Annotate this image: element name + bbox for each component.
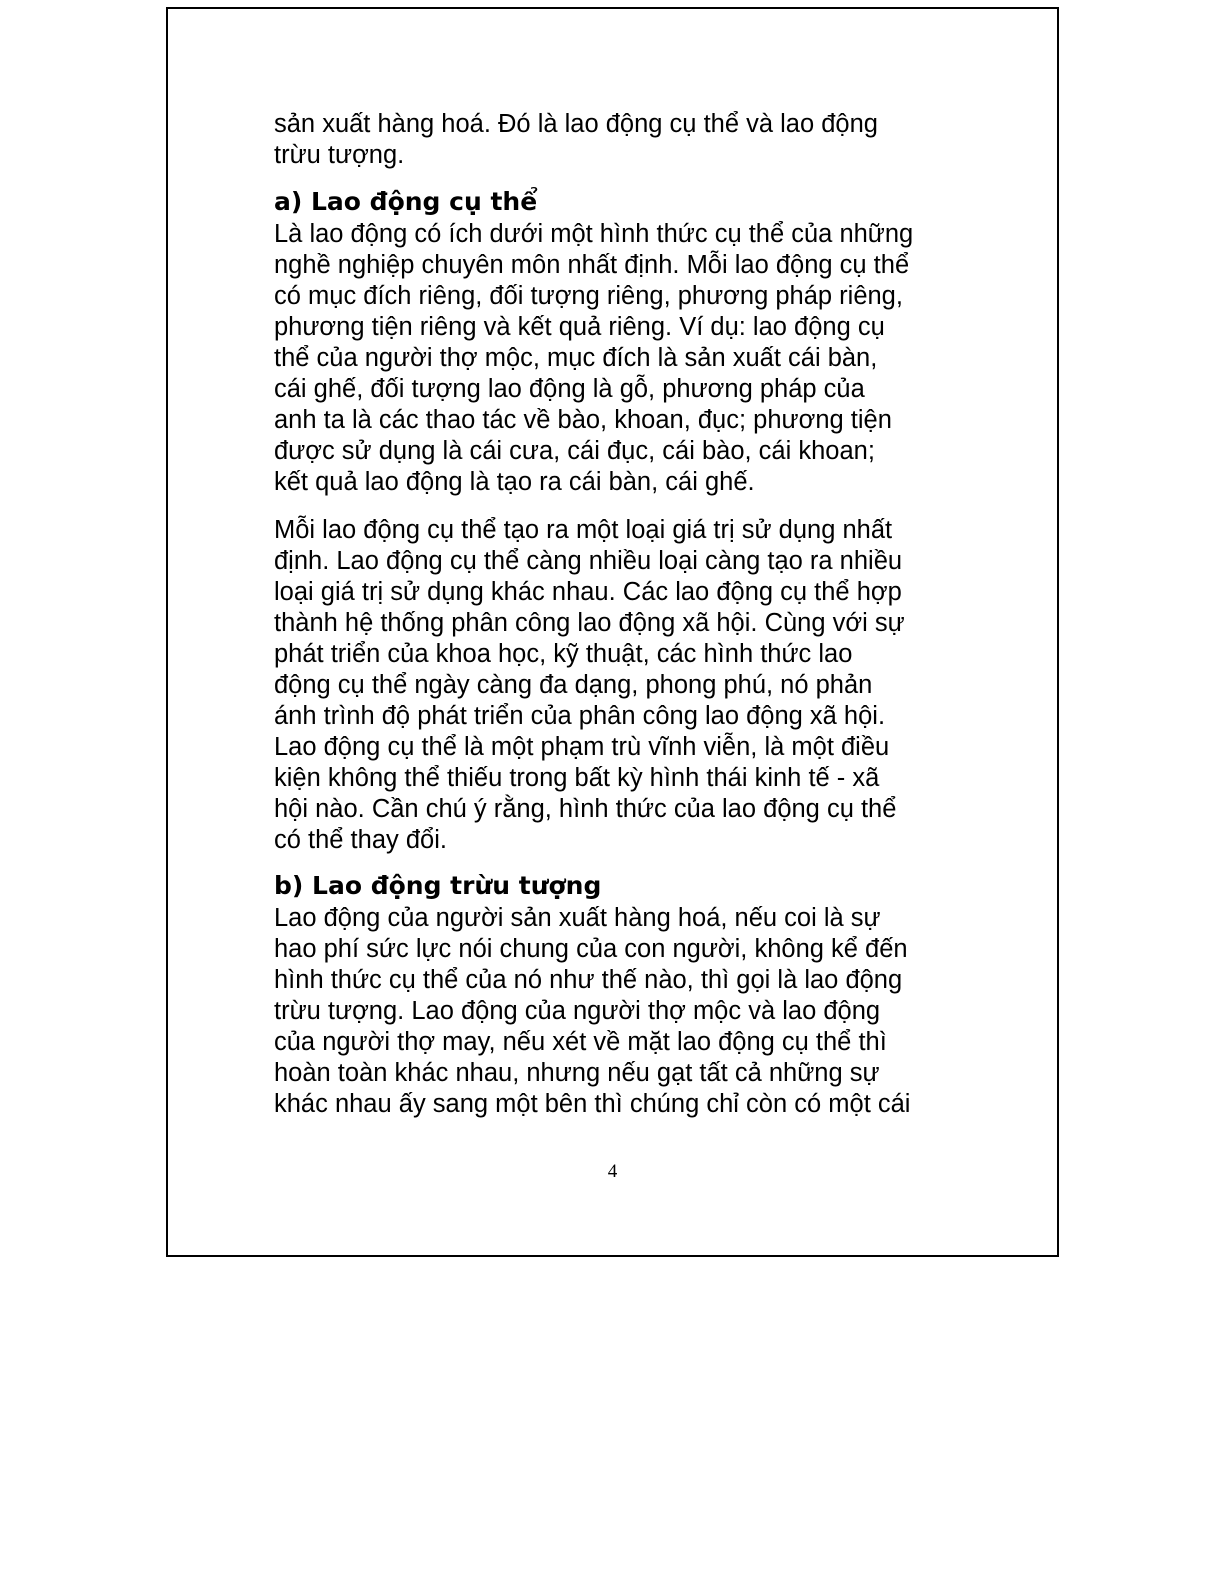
document-page (166, 7, 1059, 1257)
page-number: 4 (607, 1161, 618, 1182)
intro-paragraph: sản xuất hàng hoá. Đó là lao động cụ thể và lao động trừu tượng. (274, 110, 878, 169)
section-b-paragraph-1: Lao động của người sản xuất hàng hoá, nếu coi là sự hao phí sức lực nói chung của con người, không kể đến hình thức cụ thể của nó như thế nào, thì gọi là lao động trừu tượng. Lao động của người thợ mộc và lao động của người thợ may, nếu xét về mặt lao động cụ thể thì hoàn toàn khác nhau, nhưng nếu gạt tất cả những sự khác nhau ấy sang một bên thì chúng chỉ còn có một cái (274, 904, 911, 1118)
section-b-heading: b) Lao động trừu tượng (274, 871, 602, 900)
section-a-paragraph-2: Mỗi lao động cụ thể tạo ra một loại giá trị sử dụng nhất định. Lao động cụ thể càng nhiều loại càng tạo ra nhiều loại giá trị sử dụng khác nhau. Các lao động cụ thể hợp thành hệ thống phân công lao động xã hội. Cùng với sự phát triển của khoa học, kỹ thuật, các hình thức lao động cụ thể ngày càng đa dạng, phong phú, nó phản ánh trình độ phát triển của phân công lao động xã hội. Lao động cụ thể là một phạm trù vĩnh viễn, là một điều kiện không thể thiếu trong bất kỳ hình thái kinh tế - xã hội nào. Cần chú ý rằng, hình thức của lao động cụ thể có thể thay đổi. (274, 516, 905, 854)
section-a-paragraph-1: Là lao động có ích dưới một hình thức cụ thể của những nghề nghiệp chuyên môn nhất định. Mỗi lao động cụ thể có mục đích riêng, đối tượng riêng, phương pháp riêng, phương tiện riêng và kết quả riêng. Ví dụ: lao động cụ thể của người thợ mộc, mục đích là sản xuất cái bàn, cái ghế, đối tượng lao động là gỗ, phương pháp của anh ta là các thao tác về bào, khoan, đục; phương tiện được sử dụng là cái cưa, cái đục, cái bào, cái khoan; kết quả lao động là tạo ra cái bàn, cái ghế. (274, 220, 914, 496)
page-content (274, 109, 974, 1120)
section-a-heading: a) Lao động cụ thể (274, 187, 538, 216)
